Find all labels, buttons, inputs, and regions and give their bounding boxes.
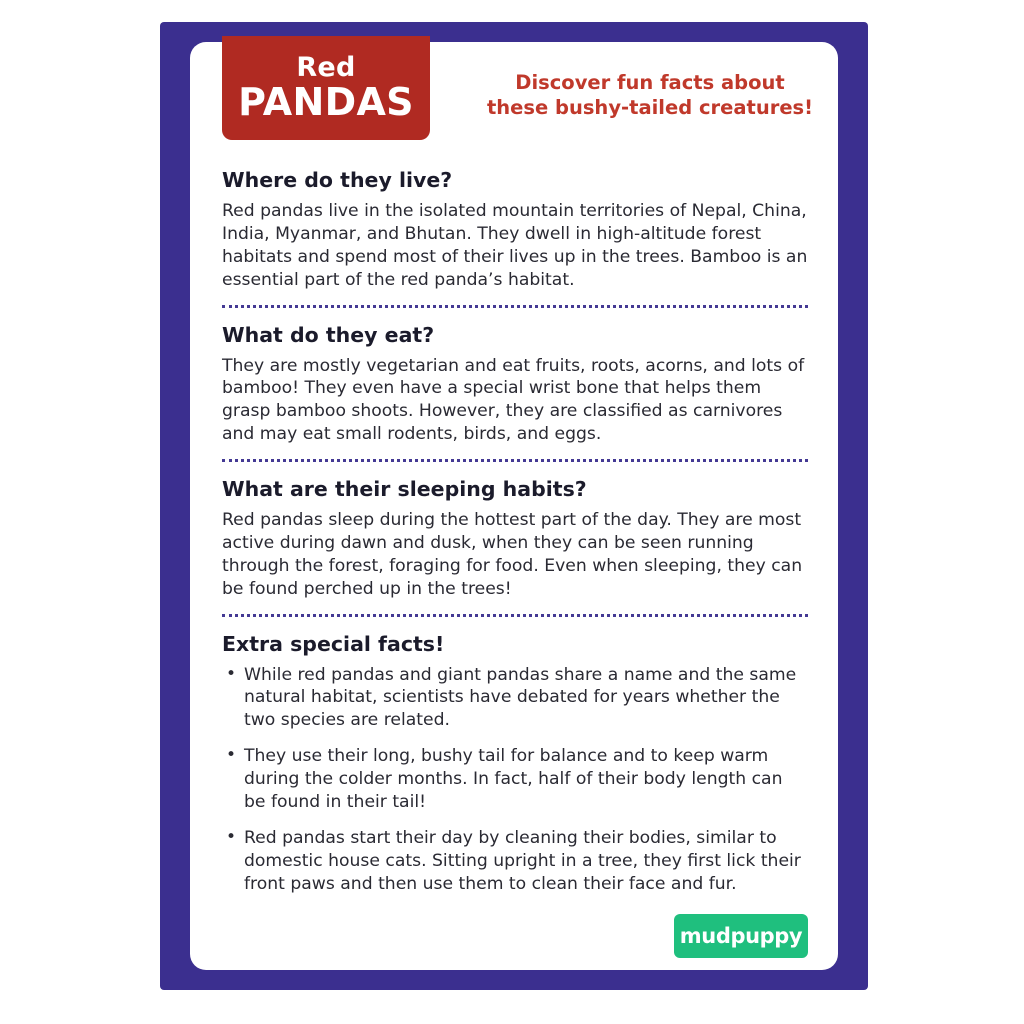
dotted-divider <box>222 305 808 308</box>
content-body <box>222 168 808 908</box>
list-item: • They use their long, bushy tail for balance and to keep warm during the colder months. In fact, half of their body length can be found in their tail! <box>222 745 808 814</box>
dotted-divider <box>222 614 808 617</box>
dotted-divider <box>222 459 808 462</box>
title-tab <box>222 36 430 140</box>
tagline <box>460 70 840 121</box>
list-item: • Red pandas start their day by cleaning their bodies, similar to domestic house cats. Sitting upright in a tree, they first lick their front paws and then use them to clean their face and fur. <box>222 827 808 896</box>
section-paragraph: They are mostly vegetarian and eat fruits, roots, acorns, and lots of bamboo! They even have a special wrist bone that helps them grasp bamboo shoots. However, they are classified as carnivores and may eat small rodents, birds, and eggs. <box>222 355 805 445</box>
section-where-do-they-live <box>222 168 808 292</box>
tagline-line-2: these bushy-tailed creatures! <box>486 96 814 120</box>
section-paragraph: Red pandas live in the isolated mountain territories of Nepal, China, India, Myanmar, and Bhutan. They dwell in high-altitude forest habitats and spend most of their lives up in the trees. Bamboo is an essential part of the red panda’s habitat. <box>222 201 808 290</box>
section-heading: Extra special facts! <box>222 631 445 656</box>
mudpuppy-logo <box>674 914 808 958</box>
section-extra-special-facts <box>222 632 808 896</box>
title-line-2: PANDAS <box>238 80 414 125</box>
logo-text: mudpuppy <box>679 924 803 948</box>
tagline-line-1: Discover fun facts about <box>515 71 785 94</box>
section-paragraph: Red pandas sleep during the hottest part of the day. They are most active during dawn and dusk, when they can be seen running through the forest, foraging for food. Even when sleeping, they can be found perched up in the trees! <box>222 510 803 599</box>
section-sleeping-habits <box>222 477 808 601</box>
section-heading: Where do they live? <box>222 168 453 192</box>
title-line-1: Red <box>296 51 356 83</box>
extra-facts-list <box>222 664 808 896</box>
section-heading: What do they eat? <box>222 322 435 347</box>
list-item: • While red pandas and giant pandas share a name and the same natural habitat, scientists have debated for years whether the two species are related. <box>222 664 808 733</box>
section-what-do-they-eat <box>222 323 808 447</box>
section-heading: What are their sleeping habits? <box>222 477 587 501</box>
